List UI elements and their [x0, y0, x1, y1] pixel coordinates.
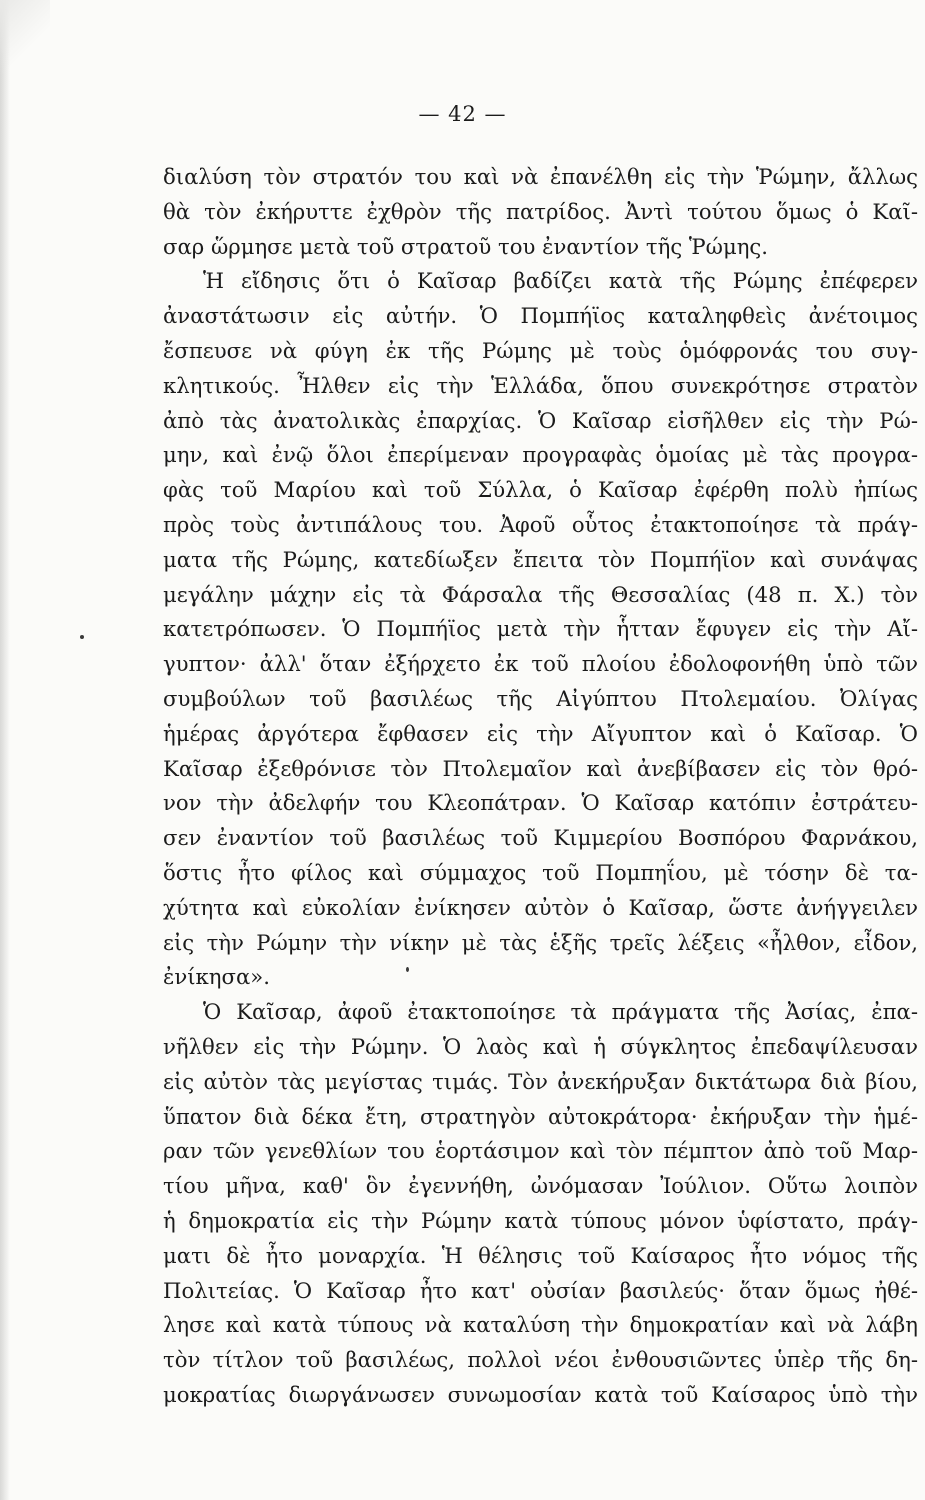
text-line: ἡμέρας ἀργότερα ἔφθασεν εἰς τὴν Αἴγυπτον καὶ ὁ Καῖσαρ. Ὁ	[163, 720, 918, 746]
text-line: νον τὴν ἀδελφήν του Κλεοπάτραν. Ὁ Καῖσαρ κατόπιν ἐστράτευ-	[163, 790, 918, 816]
body-text	[163, 160, 918, 1413]
text-line: Ὁ Καῖσαρ, ἀφοῦ ἐτακτοποίησε τὰ πράγματα τῆς Ἀσίας, ἐπα-	[203, 999, 918, 1025]
text-line: νῆλθεν εἰς τὴν Ρώμην. Ὁ λαὸς καὶ ἡ σύγκλητος ἐπεδαψίλευσαν	[163, 1033, 918, 1059]
text-line: ὕπατον διὰ δέκα ἔτη, στρατηγὸν αὐτοκράτορα· ἐκήρυξαν τὴν ἡμέ-	[163, 1103, 918, 1129]
text-line: ὅστις ἦτο φίλος καὶ σύμμαχος τοῦ Πομπηΐου, μὲ τόσην δὲ τα-	[163, 859, 918, 885]
corner-fold-mark	[0, 0, 50, 80]
text-line: λησε καὶ κατὰ τύπους νὰ καταλύση τὴν δημοκρατίαν καὶ νὰ λάβη	[163, 1312, 918, 1338]
text-line: κατετρόπωσεν. Ὁ Πομπήϊος μετὰ τὴν ἧτταν ἔφυγεν εἰς τὴν Αἴ-	[163, 616, 918, 642]
text-line: χύτητα καὶ εὐκολίαν ἐνίκησεν αὐτὸν ὁ Καῖσαρ, ὥστε ἀνήγγειλεν	[163, 894, 918, 920]
text-line: εἰς αὐτὸν τὰς μεγίστας τιμάς. Τὸν ἀνεκήρυξαν δικτάτωρα διὰ βίου,	[163, 1068, 918, 1094]
text-line: εἰς τὴν Ρώμην τὴν νίκην μὲ τὰς ἑξῆς τρεῖς λέξεις «ἦλθον, εἶδον,	[163, 929, 918, 955]
text-line: ἀπὸ τὰς ἀνατολικὰς ἐπαρχίας. Ὁ Καῖσαρ εἰσῆλθεν εἰς τὴν Ρώ-	[163, 407, 918, 433]
page-edge-shadow	[0, 0, 10, 1500]
text-line: ματα τῆς Ρώμης, κατεδίωξεν ἔπειτα τὸν Πομπήϊον καὶ συνάψας	[163, 546, 918, 572]
ink-speck	[406, 967, 409, 972]
text-line: Πολιτείας. Ὁ Καῖσαρ ἦτο κατ' οὐσίαν βασιλεύς· ὅταν ὅμως ἠθέ-	[163, 1277, 918, 1303]
text-line: τὸν τίτλον τοῦ βασιλέως, πολλοὶ νέοι ἐνθουσιῶντες ὑπὲρ τῆς δη-	[163, 1347, 918, 1373]
text-line: διαλύση τὸν στρατόν του καὶ νὰ ἐπανέλθη εἰς τὴν Ῥώμην, ἄλλως	[163, 164, 918, 189]
text-line: σαρ ὥρμησε μετὰ τοῦ στρατοῦ του ἐναντίον τῆς Ῥώμης.	[163, 233, 769, 259]
text-line: ἐνίκησα».	[163, 964, 270, 990]
text-line: ραν τῶν γενεθλίων του ἑορτάσιμον καὶ τὸν πέμπτον ἀπὸ τοῦ Μαρ-	[163, 1138, 918, 1164]
page-number: — 42 —	[418, 102, 507, 126]
text-line: μην, καὶ ἐνῷ ὅλοι ἐπερίμεναν προγραφὰς ὁμοίας μὲ τὰς προγρα-	[163, 442, 918, 468]
text-line: συμβούλων τοῦ βασιλέως τῆς Αἰγύπτου Πτολεμαίου. Ὀλίγας	[163, 685, 918, 711]
text-line: μεγάλην μάχην εἰς τὰ Φάρσαλα τῆς Θεσσαλίας (48 π. Χ.) τὸν	[163, 581, 918, 607]
text-line: φὰς τοῦ Μαρίου καὶ τοῦ Σύλλα, ὁ Καῖσαρ ἐφέρθη πολὺ ἠπίως	[163, 477, 918, 503]
text-line: τίου μῆνα, καθ' ὃν ἐγεννήθη, ὠνόμασαν Ἰούλιον. Οὕτω λοιπὸν	[163, 1173, 918, 1199]
text-line: ἀναστάτωσιν εἰς αὐτήν. Ὁ Πομπήϊος καταληφθεὶς ἀνέτοιμος	[163, 303, 918, 329]
text-line: ἔσπευσε νὰ φύγη ἐκ τῆς Ρώμης μὲ τοὺς ὁμόφρονάς του συγ-	[163, 337, 918, 363]
text-line: σεν ἐναντίον τοῦ βασιλέως τοῦ Κιμμερίου Βοσπόρου Φαρνάκου,	[163, 825, 918, 851]
ink-speck	[80, 635, 84, 639]
text-line: Ἡ εἴδησις ὅτι ὁ Καῖσαρ βαδίζει κατὰ τῆς Ρώμης ἐπέφερεν	[203, 268, 918, 294]
text-line: Καῖσαρ ἐξεθρόνισε τὸν Πτολεμαῖον καὶ ἀνεβίβασεν εἰς τὸν θρό-	[163, 755, 918, 781]
text-line: πρὸς τοὺς ἀντιπάλους του. Ἀφοῦ οὗτος ἐτακτοποίησε τὰ πράγ-	[163, 511, 918, 537]
text-line: κλητικούς. Ἦλθεν εἰς τὴν Ἑλλάδα, ὅπου συνεκρότησε στρατὸν	[163, 372, 918, 398]
text-line: ἡ δημοκρατία εἰς τὴν Ρώμην κατὰ τύπους μόνον ὑφίστατο, πράγ-	[163, 1207, 918, 1233]
text-line: γυπτον· ἀλλ' ὅταν ἐξήρχετο ἐκ τοῦ πλοίου ἐδολοφονήθη ὑπὸ τῶν	[163, 651, 918, 677]
text-line: θὰ τὸν ἐκήρυττε ἐχθρὸν τῆς πατρίδος. Ἀντὶ τούτου ὅμως ὁ Καῖ-	[163, 198, 918, 224]
text-line: ματι δὲ ἦτο μοναρχία. Ἡ θέλησις τοῦ Καίσαρος ἦτο νόμος τῆς	[163, 1242, 918, 1268]
text-line: μοκρατίας διωργάνωσεν συνωμοσίαν κατὰ τοῦ Καίσαρος ὑπὸ τὴν	[163, 1381, 918, 1407]
